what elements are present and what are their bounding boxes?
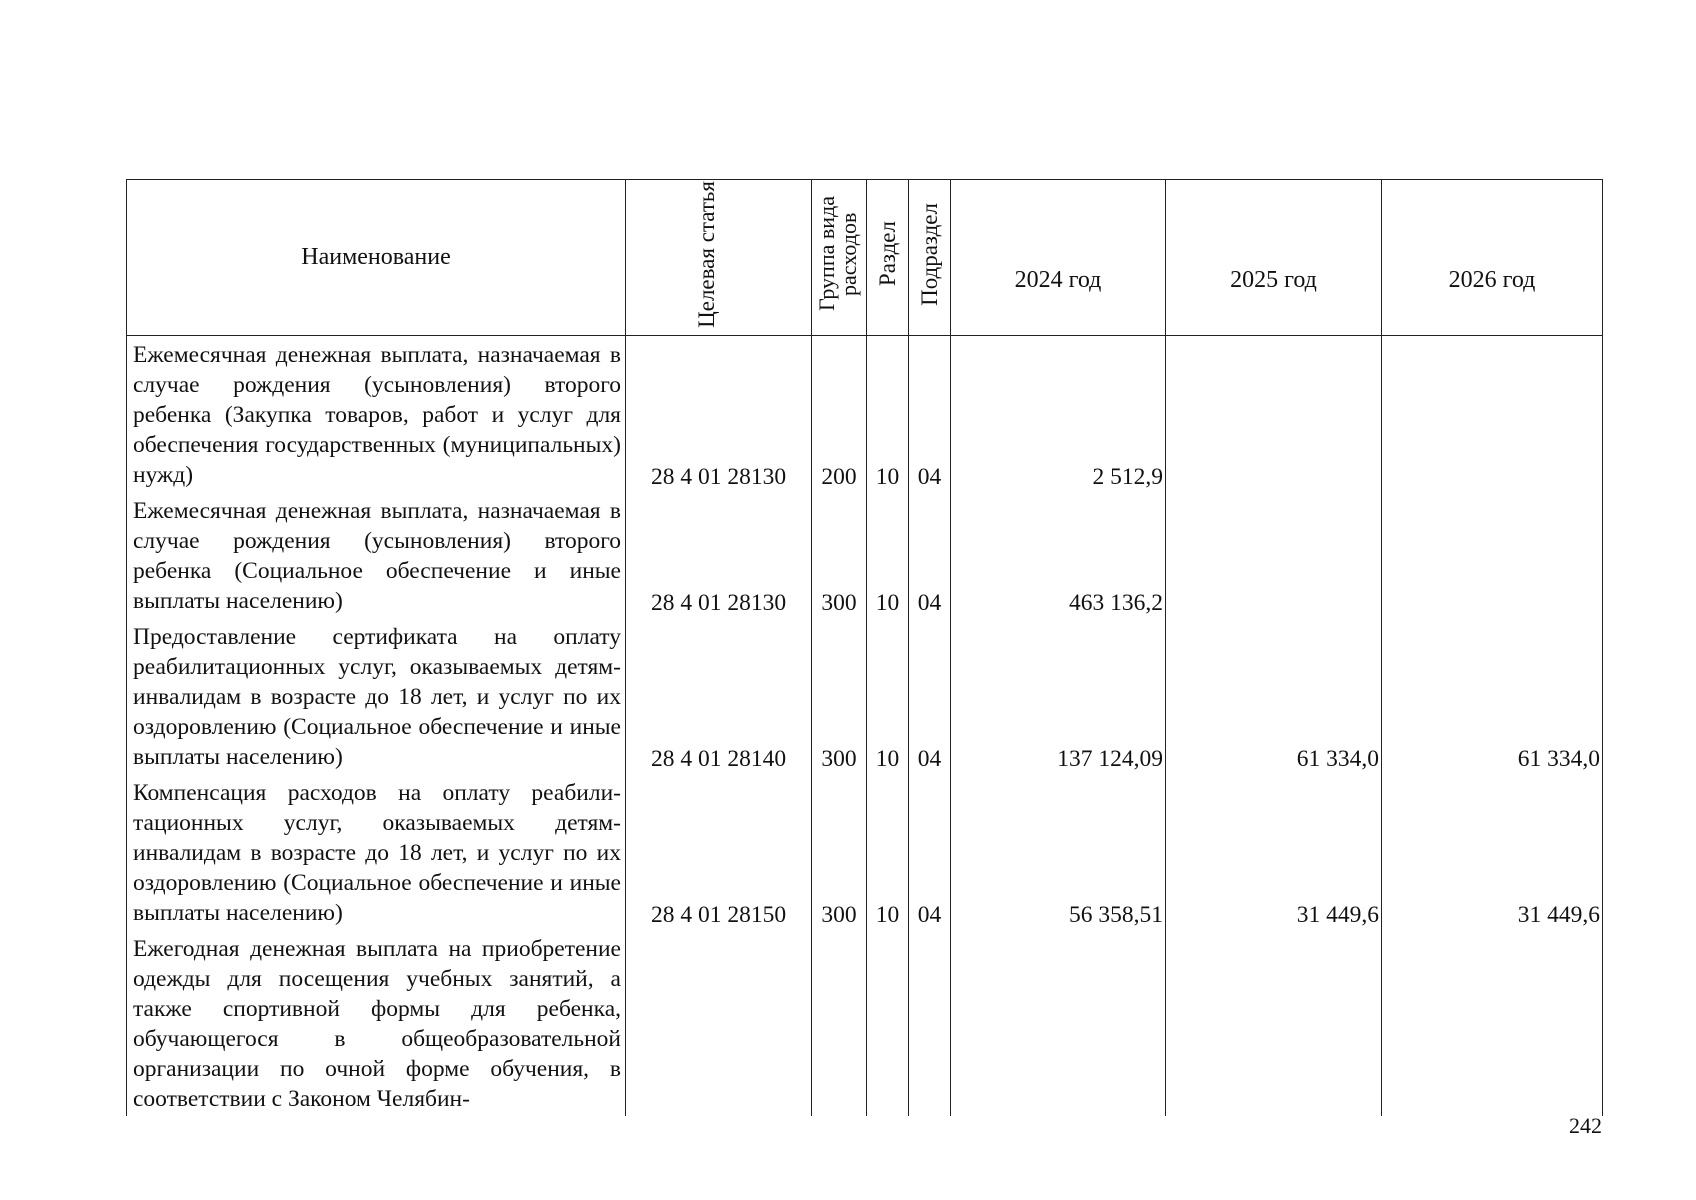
row-subsection: 04 — [909, 336, 951, 493]
row-section — [867, 930, 909, 1116]
row-2025: 61 334,0 — [1166, 618, 1382, 774]
header-section-label: Раздел — [874, 221, 900, 287]
header-2024 — [951, 180, 1166, 336]
table-row — [127, 618, 1603, 774]
row-2024 — [951, 930, 1166, 1116]
header-name-label: Наименование — [301, 244, 451, 270]
row-2025 — [1166, 930, 1382, 1116]
row-2026 — [1382, 930, 1603, 1116]
row-section: 10 — [867, 492, 909, 618]
header-2025-label: 2025 год — [1230, 267, 1317, 293]
row-expense-group: 300 — [812, 618, 867, 774]
header-section — [867, 180, 909, 336]
row-target-article — [626, 930, 812, 1116]
row-expense-group: 200 — [812, 336, 867, 493]
row-subsection: 04 — [909, 618, 951, 774]
budget-table — [126, 179, 1603, 1116]
row-subsection: 04 — [909, 492, 951, 618]
row-2024: 463 136,2 — [951, 492, 1166, 618]
row-2025: 31 449,6 — [1166, 774, 1382, 930]
row-expense-group: 300 — [812, 492, 867, 618]
row-name: Предоставление сертификата на оплату реабилитационных услуг, оказываемых детям-инвалидам в возрасте до 18 лет, и услуг по их оздоровлению (Социальное обеспечение и иные выплаты населению) — [127, 618, 626, 774]
row-section: 10 — [867, 774, 909, 930]
row-subsection — [909, 930, 951, 1116]
row-2026: 61 334,0 — [1382, 618, 1603, 774]
row-2026: 31 449,6 — [1382, 774, 1603, 930]
row-2024: 2 512,9 — [951, 336, 1166, 493]
row-name: Компенсация расходов на оплату реабилитационных услуг, оказываемых детям-инвалидам в возрасте до 18 лет, и услуг по их оздоровлению (Социальное обеспечение и иные выплаты населению) — [127, 774, 626, 930]
header-expense-group-label: Группа вида расходов — [814, 196, 861, 312]
row-2025 — [1166, 492, 1382, 618]
table-row — [127, 930, 1603, 1116]
header-2025 — [1166, 180, 1382, 336]
row-subsection: 04 — [909, 774, 951, 930]
row-section: 10 — [867, 618, 909, 774]
row-name: Ежегодная денежная выплата на приобретение одежды для посещения учебных занятий, а также спортивной формы для ребенка, обучающегося в общеобразовательной организации по очной форме обучения, в соответствии с Законом Челябин- — [127, 930, 626, 1116]
row-2025 — [1166, 336, 1382, 493]
row-2024: 137 124,09 — [951, 618, 1166, 774]
header-subsection — [909, 180, 951, 336]
row-2026 — [1382, 492, 1603, 618]
header-expense-group — [812, 180, 867, 336]
row-2026 — [1382, 336, 1603, 493]
row-expense-group: 300 — [812, 774, 867, 930]
page-number: 242 — [1569, 1113, 1602, 1138]
row-target-article: 28 4 01 28130 — [626, 336, 812, 493]
table-body — [127, 336, 1603, 1117]
table-row — [127, 774, 1603, 930]
row-name: Ежемесячная денежная выплата, назначаемая в случае рождения (усыновления) второго ребенка (Закупка товаров, работ и услуг для обеспечения государственных (муниципальных) нужд) — [127, 336, 626, 493]
row-target-article: 28 4 01 28140 — [626, 618, 812, 774]
header-name — [127, 180, 626, 336]
header-2026 — [1382, 180, 1603, 336]
header-2024-label: 2024 год — [1014, 267, 1102, 293]
header-target-article — [626, 180, 812, 336]
header-2026-label: 2026 год — [1448, 267, 1536, 293]
row-target-article: 28 4 01 28130 — [626, 492, 812, 618]
row-2024: 56 358,51 — [951, 774, 1166, 930]
row-section: 10 — [867, 336, 909, 493]
header-target-article-label: Целевая статья — [693, 180, 719, 328]
table-row — [127, 336, 1603, 493]
row-expense-group — [812, 930, 867, 1116]
table-row — [127, 492, 1603, 618]
table-header — [127, 180, 1603, 336]
header-subsection-label: Подраздел — [916, 202, 942, 306]
row-target-article: 28 4 01 28150 — [626, 774, 812, 930]
row-name: Ежемесячная денежная выплата, назначаемая в случае рождения (усыновления) второго ребенка (Социальное обеспечение и иные выплаты населению) — [127, 492, 626, 618]
